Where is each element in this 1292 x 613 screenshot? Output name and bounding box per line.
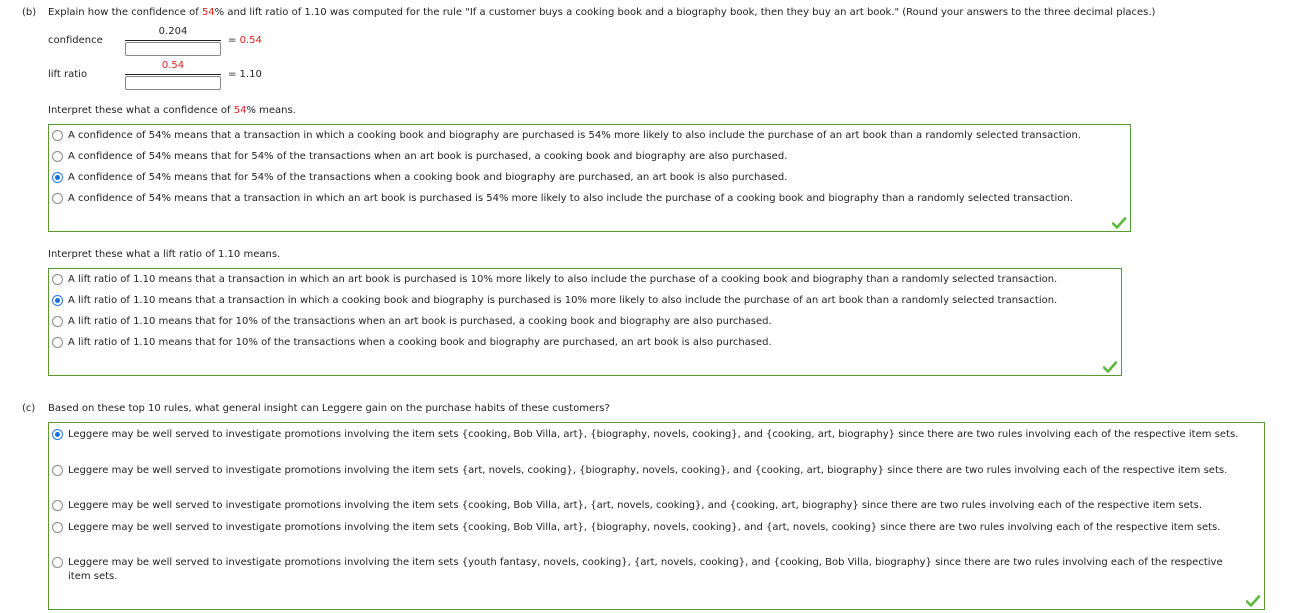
lift-option-1[interactable]: A lift ratio of 1.10 means that a transaction in which an art book is purchased is 10% more likely to also include the purchase of a cooking book and biography than a randomly selected transaction.	[52, 273, 1057, 287]
confidence-options-box	[48, 124, 1131, 232]
correct-checkmark-icon	[1112, 217, 1126, 229]
radio-button[interactable]	[52, 274, 63, 285]
part-c-label: (c)	[22, 403, 36, 414]
lift-label: lift ratio	[48, 69, 88, 80]
lift-interpret-prompt: Interpret these what a lift ratio of 1.10 means.	[48, 249, 281, 260]
lift-denominator-input[interactable]	[125, 76, 221, 90]
radio-button[interactable]	[52, 151, 63, 162]
radio-button[interactable]	[52, 500, 63, 511]
radio-button[interactable]	[52, 522, 63, 533]
lift-option-4[interactable]: A lift ratio of 1.10 means that for 10% of the transactions when a cooking book and biography are purchased, an art book is also purchased.	[52, 336, 772, 350]
radio-button[interactable]	[52, 193, 63, 204]
lift-result: = 1.10	[228, 69, 262, 80]
part-b-question: Explain how the confidence of 54% and lift ratio of 1.10 was computed for the rule "If a customer buys a cooking book and a biography book, then they buy an art book." (Round your answers to the three decimal places.)	[48, 7, 1156, 18]
lift-options-box	[48, 268, 1122, 376]
confidence-option-2[interactable]: A confidence of 54% means that for 54% of the transactions when an art book is purchased, a cooking book and biography are also purchased.	[52, 150, 787, 164]
confidence-interpret-prompt: Interpret these what a confidence of 54% means.	[48, 105, 296, 116]
confidence-option-3[interactable]: A confidence of 54% means that for 54% of the transactions when a cooking book and biography are purchased, an art book is also purchased.	[52, 171, 787, 185]
confidence-numerator: 0.204	[158, 26, 188, 37]
confidence-option-4[interactable]: A confidence of 54% means that a transaction in which an art book is purchased is 54% more likely to also include the purchase of a cooking book and biography than a randomly selected transaction.	[52, 192, 1073, 206]
confidence-highlight: 54	[201, 7, 215, 18]
fraction-bar	[125, 74, 221, 75]
confidence-label: confidence	[48, 35, 103, 46]
confidence-fraction	[125, 26, 221, 56]
insight-option-4[interactable]: Leggere may be well served to investigate promotions involving the item sets {cooking, Bob Villa, art}, {biography, novels, cooking}, and {art, novels, cooking} since there are two rules involving each of the respective item sets.	[52, 521, 1257, 535]
lift-fraction	[125, 60, 221, 90]
lift-option-2[interactable]: A lift ratio of 1.10 means that a transaction in which a cooking book and biography is purchased is 10% more likely to also include the purchase of an art book than a randomly selected transaction.	[52, 294, 1057, 308]
radio-button[interactable]	[52, 316, 63, 327]
fraction-bar	[125, 40, 221, 41]
radio-button-selected[interactable]	[52, 429, 63, 440]
confidence-option-1[interactable]: A confidence of 54% means that a transaction in which a cooking book and biography are purchased is 54% more likely to also include the purchase of an art book than a randomly selected transaction.	[52, 129, 1081, 143]
insight-option-3[interactable]: Leggere may be well served to investigate promotions involving the item sets {cooking, Bob Villa, art}, {art, novels, cooking}, and {cooking, art, biography} since there are two rules involving each of the respective item sets.	[52, 499, 1262, 513]
confidence-result: = 0.54	[228, 35, 262, 46]
lift-option-3[interactable]: A lift ratio of 1.10 means that for 10% of the transactions when an art book is purchased, a cooking book and biography are also purchased.	[52, 315, 772, 329]
radio-button-selected[interactable]	[52, 295, 63, 306]
confidence-result-value: 0.54	[239, 35, 262, 46]
radio-button[interactable]	[52, 337, 63, 348]
part-b-label: (b)	[22, 7, 37, 18]
lift-numerator: 0.54	[161, 60, 185, 71]
insight-option-5[interactable]: Leggere may be well served to investigate promotions involving the item sets {youth fantasy, novels, cooking}, {art, novels, cooking}, and {cooking, Bob Villa, biography} since there are two rules involving each of the respective item sets.	[52, 556, 1227, 584]
radio-button[interactable]	[52, 465, 63, 476]
radio-button[interactable]	[52, 557, 63, 568]
insight-option-2[interactable]: Leggere may be well served to investigate promotions involving the item sets {art, novels, cooking}, {biography, novels, cooking}, and {cooking, art, biography} since there are two rules involving each of the respective item sets.	[52, 464, 1257, 478]
insight-options-box	[48, 422, 1265, 610]
correct-checkmark-icon	[1246, 595, 1260, 607]
part-c-question: Based on these top 10 rules, what general insight can Leggere gain on the purchase habits of these customers?	[48, 403, 610, 414]
correct-checkmark-icon	[1103, 361, 1117, 373]
insight-option-1[interactable]: Leggere may be well served to investigate promotions involving the item sets {cooking, Bob Villa, art}, {biography, novels, cooking}, and {cooking, art, biography} since there are two rules involving each of the respective item sets.	[52, 428, 1247, 442]
radio-button-selected[interactable]	[52, 172, 63, 183]
confidence-denominator-input[interactable]	[125, 42, 221, 56]
radio-button[interactable]	[52, 130, 63, 141]
